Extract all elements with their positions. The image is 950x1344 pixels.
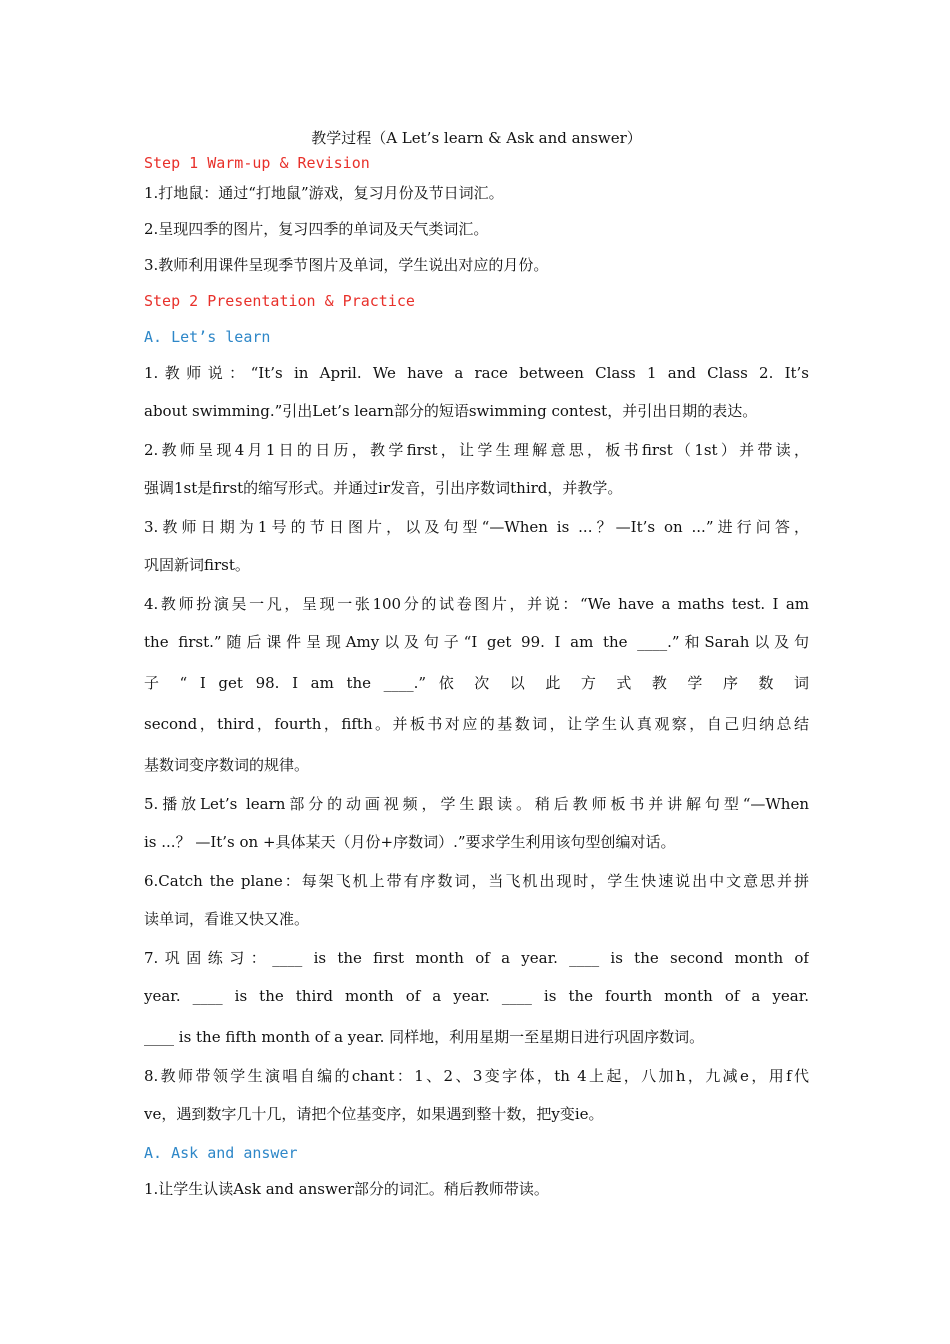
section-b-heading: A. Ask and answer [144, 1144, 298, 1162]
paragraph-line: about swimming.”引出Let’s learn部分的短语swimming contest，并引出日期的表达。 [144, 402, 758, 420]
paragraph-line: 8.教师带领学生演唱自编的chant：1、2、3变字体，th 4上起，八加h，九减e，用f代 [144, 1067, 809, 1085]
step1-item: 2.呈现四季的图片，复习四季的单词及天气类词汇。 [144, 220, 489, 238]
paragraph-line: 巩固新词first。 [144, 556, 250, 574]
paragraph-line: the first.”随后课件呈现Amy以及句子“I get 99. I am the ____.”和Sarah以及句 [144, 633, 809, 651]
paragraph-line: 子 “ I get 98. I am the ____.” 依 次 以 此 方 式 教 学 序 数 词 [144, 674, 809, 692]
paragraph-line: 基数词变序数词的规律。 [144, 756, 310, 774]
document-title: 教学过程（A Let’s learn & Ask and answer） [311, 129, 642, 147]
paragraph-line: 2.教师呈现4月1日的日历，教学first，让学生理解意思，板书first（1st）并带读， [144, 441, 809, 459]
paragraph-line: 5.播放Let’s learn部分的动画视频，学生跟读。稍后教师板书并讲解句型“—When [144, 795, 809, 813]
paragraph-line: 6.Catch the plane：每架飞机上带有序数词，当飞机出现时，学生快速说出中文意思并拼 [144, 872, 809, 890]
paragraph-line: ve，遇到数字几十几，请把个位基变序，如果遇到整十数，把y变ie。 [144, 1105, 604, 1123]
paragraph-line: 4.教师扮演吴一凡，呈现一张100分的试卷图片，并说：“We have a maths test. I am [144, 595, 809, 613]
paragraph-line: 7.巩固练习：____ is the first month of a year. ____ is the second month of [144, 949, 809, 967]
paragraph-line: is ...？ —It’s on +具体某天（月份+序数词）.”要求学生利用该句型创编对话。 [144, 833, 676, 851]
paragraph-line: second，third，fourth，fifth。并板书对应的基数词，让学生认真观察，自己归纳总结 [144, 715, 809, 733]
step2-heading: Step 2 Presentation & Practice [144, 292, 415, 310]
paragraph-line: 读单词，看谁又快又准。 [144, 910, 310, 928]
paragraph-line: ____ is the fifth month of a year. 同样地，利用星期一至星期日进行巩固序数词。 [144, 1028, 705, 1046]
paragraph-line: 1.教师说：“It’s in April. We have a race between Class 1 and Class 2. It’s [144, 364, 809, 382]
paragraph-line: 强调1st是first的缩写形式。并通过ir发音，引出序数词third，并教学。 [144, 479, 623, 497]
document-body [144, 125, 809, 1207]
section-a-heading: A. Let’s learn [144, 328, 271, 346]
step1-item: 1.打地鼠：通过“打地鼠”游戏，复习月份及节日词汇。 [144, 184, 504, 202]
section-b-item: 1.让学生认读Ask and answer部分的词汇。稍后教师带读。 [144, 1180, 549, 1198]
paragraph-line: 3.教师日期为1号的节日图片，以及句型“—When is ...？—It’s on ...”进行问答， [144, 518, 809, 536]
step1-item: 3.教师利用课件呈现季节图片及单词，学生说出对应的月份。 [144, 256, 549, 274]
step1-heading: Step 1 Warm-up & Revision [144, 154, 370, 172]
paragraph-line: year. ____ is the third month of a year. ____ is the fourth month of a year. [144, 987, 809, 1005]
